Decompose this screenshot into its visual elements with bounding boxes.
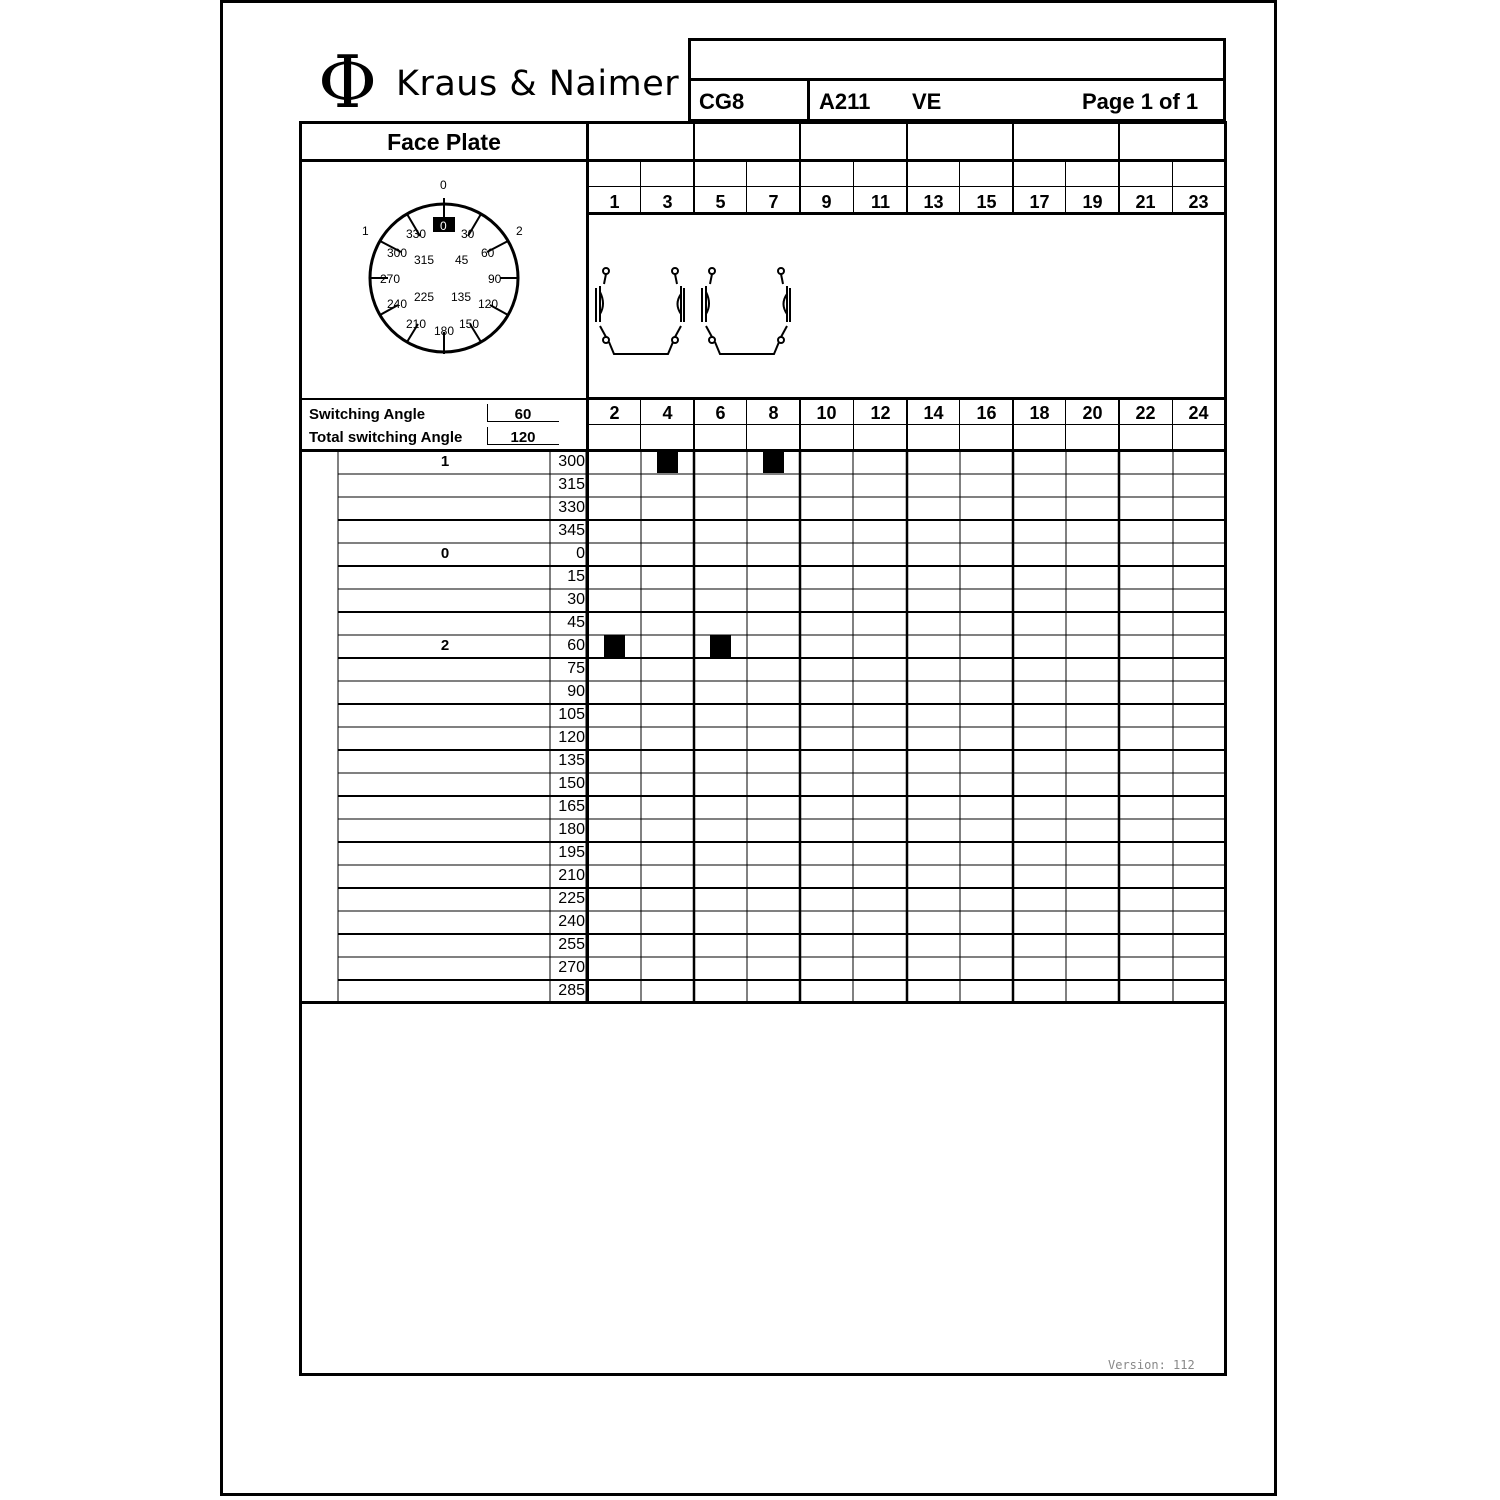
dial-angle-label: 30: [461, 227, 475, 241]
dial-angle-label: 90: [488, 272, 502, 286]
angle-row-label: 180: [558, 821, 585, 838]
dial-outer-label-top: 0: [440, 178, 447, 192]
brand-name: Kraus & Naimer: [396, 64, 680, 104]
face-plate-bottom-divider: [302, 398, 588, 400]
title-block-divider: [688, 78, 1226, 81]
angle-row-label: 105: [558, 706, 585, 723]
angle-row-label: 240: [558, 913, 585, 930]
terminal-bottom: 18: [1029, 403, 1050, 423]
position-label: 1: [440, 453, 450, 470]
terminal-bottom: 20: [1082, 403, 1103, 423]
terminal-top: 7: [768, 192, 779, 212]
dial-angle-label: 330: [406, 227, 427, 241]
angle-row-label: 30: [567, 591, 585, 608]
dial-angle-label: 240: [387, 297, 408, 311]
dial-angle-label: 270: [380, 272, 401, 286]
face-plate-title: Face Plate: [387, 129, 501, 155]
dial-outer-label-left: 1: [362, 224, 369, 238]
variant-code: VE: [912, 89, 942, 114]
angle-row-label: 345: [558, 522, 585, 539]
closed-contact-mark: [710, 635, 731, 657]
face-plate-dial-icon: [302, 162, 586, 398]
angle-row-label: 300: [558, 453, 585, 470]
terminal-top: 13: [923, 192, 944, 212]
angle-row-label: 165: [558, 798, 585, 815]
angle-row-label: 45: [567, 614, 585, 631]
angle-row-label: 75: [567, 660, 585, 677]
dial-angle-label: 315: [414, 253, 435, 267]
angle-row-label: 135: [558, 752, 585, 769]
title-block-divider: [807, 78, 810, 122]
terminal-bottom: 12: [870, 403, 891, 423]
terminal-top: 15: [976, 192, 997, 212]
switching-table-grid: [300, 449, 1227, 1005]
terminal-top: 23: [1188, 192, 1209, 212]
angle-row-label: 120: [558, 729, 585, 746]
terminal-top: 5: [715, 192, 726, 212]
angle-row-label: 150: [558, 775, 585, 792]
terminal-bottom: 10: [816, 403, 837, 423]
terminal-top: 19: [1082, 192, 1103, 212]
angle-row-label: 90: [567, 683, 585, 700]
dial-selected-angle: 0: [440, 219, 447, 233]
dial-angle-label: 180: [434, 324, 455, 338]
terminal-bottom: 4: [662, 403, 673, 423]
total-switching-angle-label: Total switching Angle: [309, 429, 463, 446]
dial-angle-label: 45: [455, 253, 469, 267]
terminal-top: 3: [662, 192, 673, 212]
dial-angle-label: 300: [387, 246, 408, 260]
total-switching-angle-value: 120: [510, 429, 536, 446]
angle-row-label: 195: [558, 844, 585, 861]
angle-row-label: 285: [558, 982, 585, 999]
closed-contact-mark: [763, 451, 784, 473]
angle-row-label: 255: [558, 936, 585, 953]
terminal-top: 1: [609, 192, 620, 212]
terminal-bottom: 6: [715, 403, 726, 423]
dial-angle-label: 225: [414, 290, 435, 304]
dial-angle-label: 120: [478, 297, 499, 311]
model-code: CG8: [699, 89, 745, 114]
closed-contact-mark: [604, 635, 625, 657]
contact-symbol-icon: [588, 262, 800, 362]
angle-row-label: 210: [558, 867, 585, 884]
dial-angle-label: 150: [459, 317, 480, 331]
angle-row-label: 0: [576, 545, 585, 562]
terminal-bottom: 22: [1135, 403, 1156, 423]
program-code: A211: [819, 89, 871, 114]
closed-contact-mark: [657, 451, 678, 473]
terminal-bottom: 2: [609, 403, 620, 423]
angle-row-label: 270: [558, 959, 585, 976]
terminal-top: 9: [821, 192, 832, 212]
angle-row-label: 60: [567, 637, 585, 654]
version-label: Version: 112: [1108, 1358, 1195, 1372]
terminal-bottom: 16: [976, 403, 997, 423]
switching-angle-label: Switching Angle: [309, 406, 426, 423]
angle-row-label: 330: [558, 499, 585, 516]
switching-angle-value: 60: [514, 406, 532, 423]
position-label: 0: [440, 545, 450, 562]
terminal-bottom: 8: [768, 403, 779, 423]
dial-angle-label: 210: [406, 317, 427, 331]
dial-outer-label-right: 2: [516, 224, 523, 238]
page-indicator: Page 1 of 1: [1082, 89, 1199, 114]
brand-phi-logo: Φ: [318, 40, 378, 124]
dial-angle-label: 135: [451, 290, 472, 304]
angle-row-label: 15: [567, 568, 585, 585]
terminal-bottom: 24: [1188, 403, 1209, 423]
terminal-top: 21: [1135, 192, 1156, 212]
terminal-top: 17: [1029, 192, 1050, 212]
position-label: 2: [440, 637, 450, 654]
terminal-top: 11: [870, 192, 891, 212]
angle-row-label: 315: [558, 476, 585, 493]
terminal-bottom: 14: [923, 403, 944, 423]
angle-row-label: 225: [558, 890, 585, 907]
dial-angle-label: 60: [481, 246, 495, 260]
